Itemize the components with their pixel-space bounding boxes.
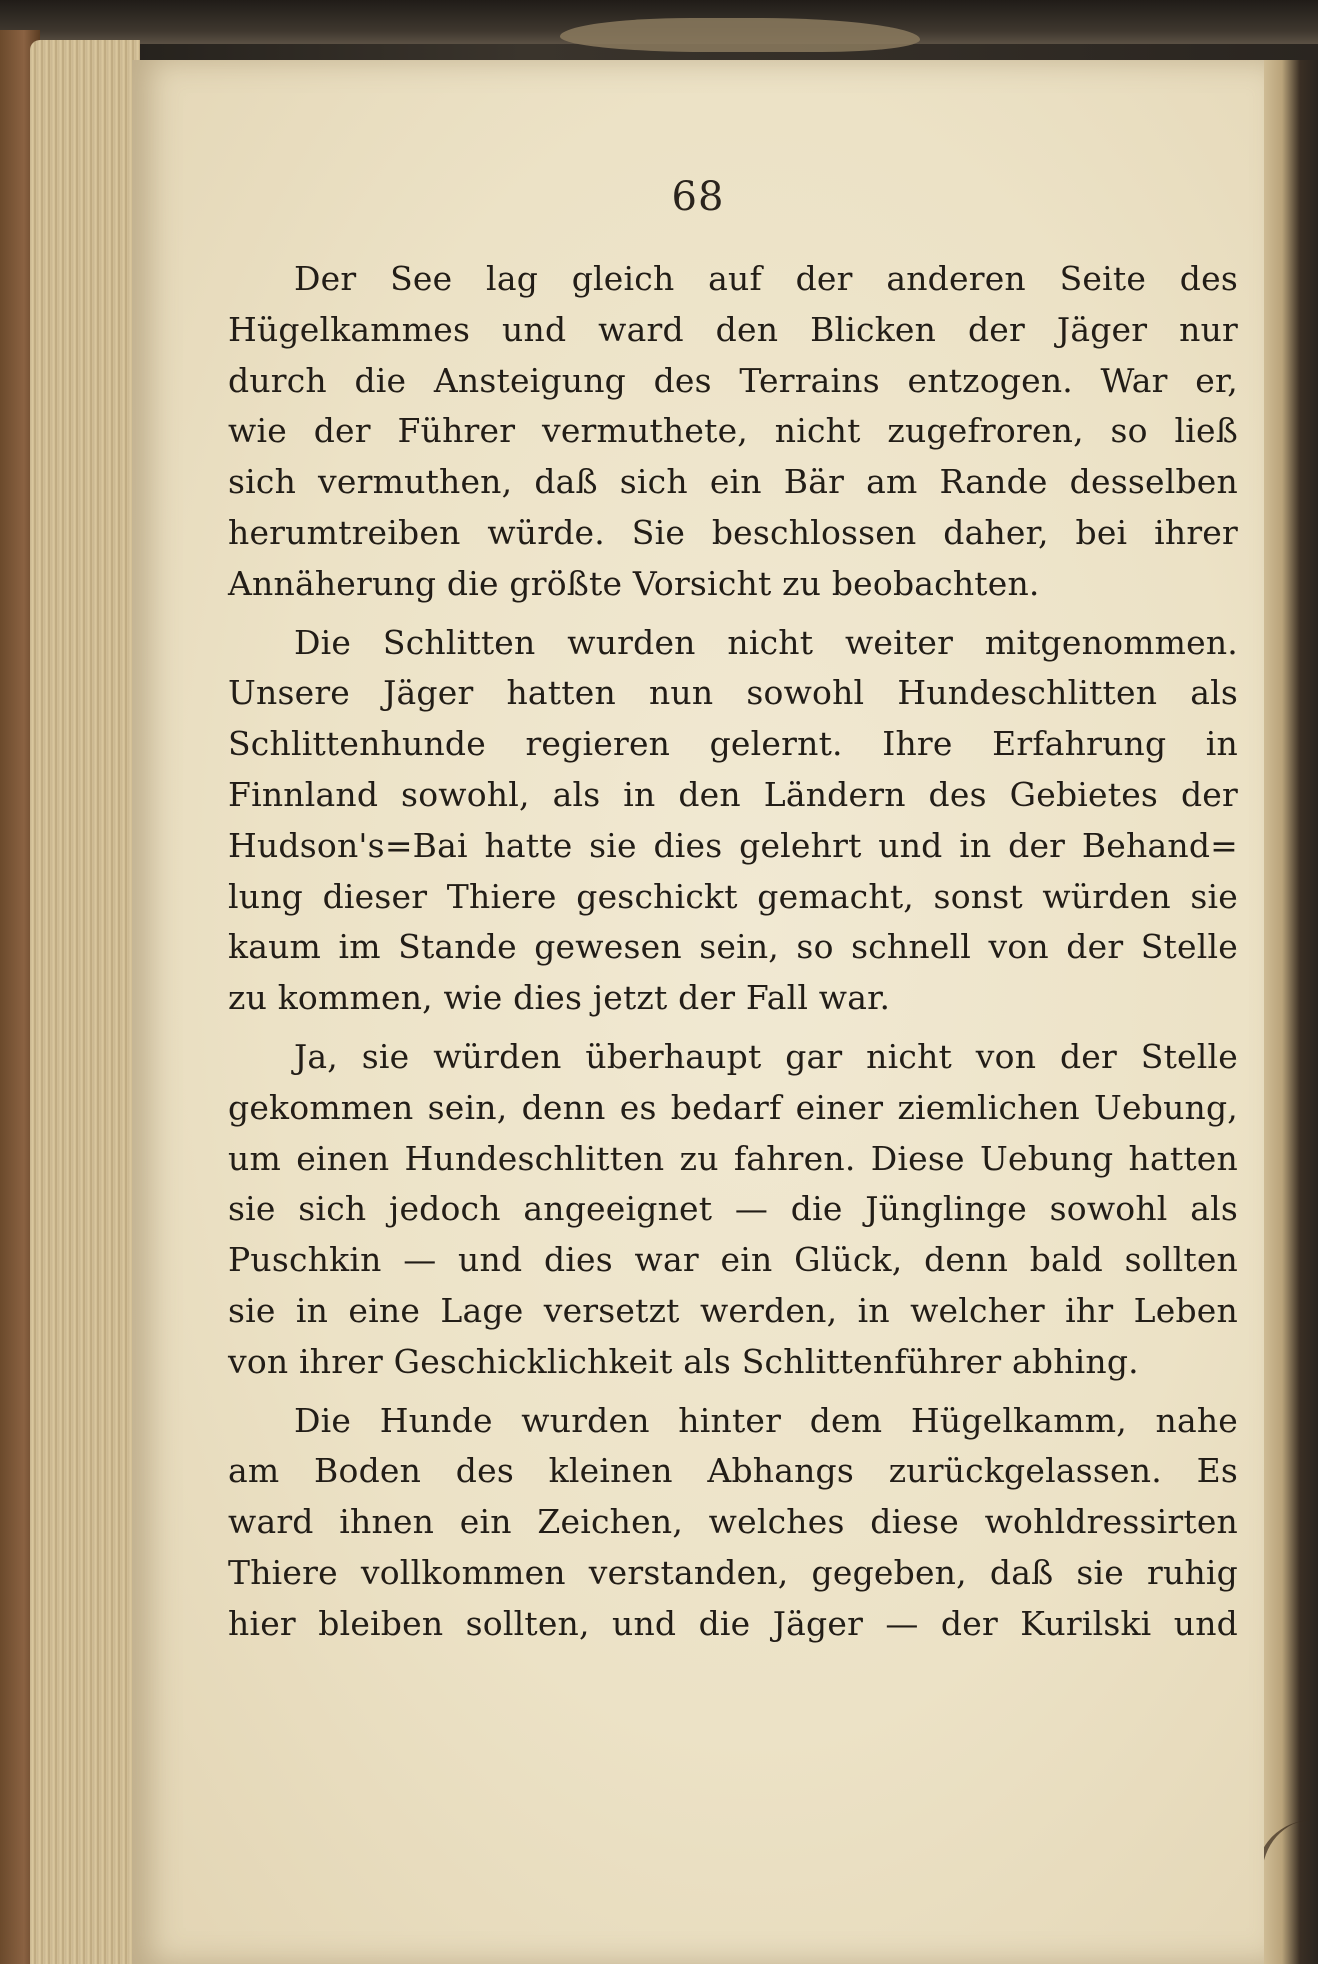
text-line: Ja, sie würden überhaupt gar nicht von der Stelle — [294, 1036, 1238, 1076]
page-edges-left — [30, 40, 140, 1964]
torn-binding — [560, 18, 920, 52]
text-line: lung dieser Thiere geschickt gemacht, sonst würden sie — [228, 876, 1238, 916]
text-line: von ihrer Geschicklichkeit als Schlittenführer abhing. — [228, 1341, 1139, 1381]
text-line: Die Hunde wurden hinter dem Hügelkamm, nahe — [294, 1400, 1238, 1440]
text-line: herumtreiben würde. Sie beschlossen daher, bei ihrer — [228, 512, 1238, 552]
text-line: Unsere Jäger hatten nun sowohl Hundeschlitten als — [228, 673, 1238, 713]
text-line: Hügelkammes und ward den Blicken der Jäger nur — [228, 309, 1238, 349]
text-line: Hudson's=Bai hatte sie dies gelehrt und in der Behand= — [228, 825, 1238, 865]
text-line: am Boden des kleinen Abhangs zurückgelassen. Es — [228, 1451, 1238, 1491]
text-line: Der See lag gleich auf der anderen Seite des — [294, 259, 1238, 298]
text-line: gekommen sein, denn es bedarf einer ziemlichen Uebung, — [228, 1087, 1238, 1127]
text-line: sie sich jedoch angeeignet — die Jünglinge sowohl als — [228, 1189, 1238, 1229]
text-line: sie in eine Lage versetzt werden, in welcher ihr Leben — [228, 1290, 1238, 1330]
page-text — [228, 254, 1238, 1650]
text-line: Thiere vollkommen verstanden, gegeben, daß sie ruhig — [228, 1552, 1238, 1592]
text-line: um einen Hundeschlitten zu fahren. Diese Uebung hatten — [228, 1138, 1238, 1178]
text-line: kaum im Stande gewesen sein, so schnell von der Stelle — [228, 927, 1238, 967]
text-line: Annäherung die größte Vorsicht zu beobachten. — [228, 563, 1040, 603]
text-line: Schlittenhunde regieren gelernt. Ihre Erfahrung in — [228, 724, 1238, 764]
text-line: Puschkin — und dies war ein Glück, denn bald sollten — [228, 1240, 1238, 1280]
page-number: 68 — [671, 174, 725, 220]
text-line: ward ihnen ein Zeichen, welches diese wohldressirten — [228, 1502, 1238, 1542]
text-line: Finnland sowohl, als in den Ländern des Gebietes der — [228, 774, 1238, 814]
text-line: hier bleiben sollten, und die Jäger — der Kurilski und — [228, 1603, 1238, 1643]
text-line: sich vermuthen, daß sich ein Bär am Rande desselben — [228, 462, 1238, 502]
text-line: Die Schlitten wurden nicht weiter mitgenommen. — [294, 622, 1238, 662]
text-line: zu kommen, wie dies jetzt der Fall war. — [228, 978, 891, 1018]
text-line: wie der Führer vermuthete, nicht zugefroren, so ließ — [228, 411, 1238, 451]
text-line: durch die Ansteigung des Terrains entzogen. War er, — [228, 360, 1238, 400]
page-edge-right — [1258, 60, 1318, 1964]
